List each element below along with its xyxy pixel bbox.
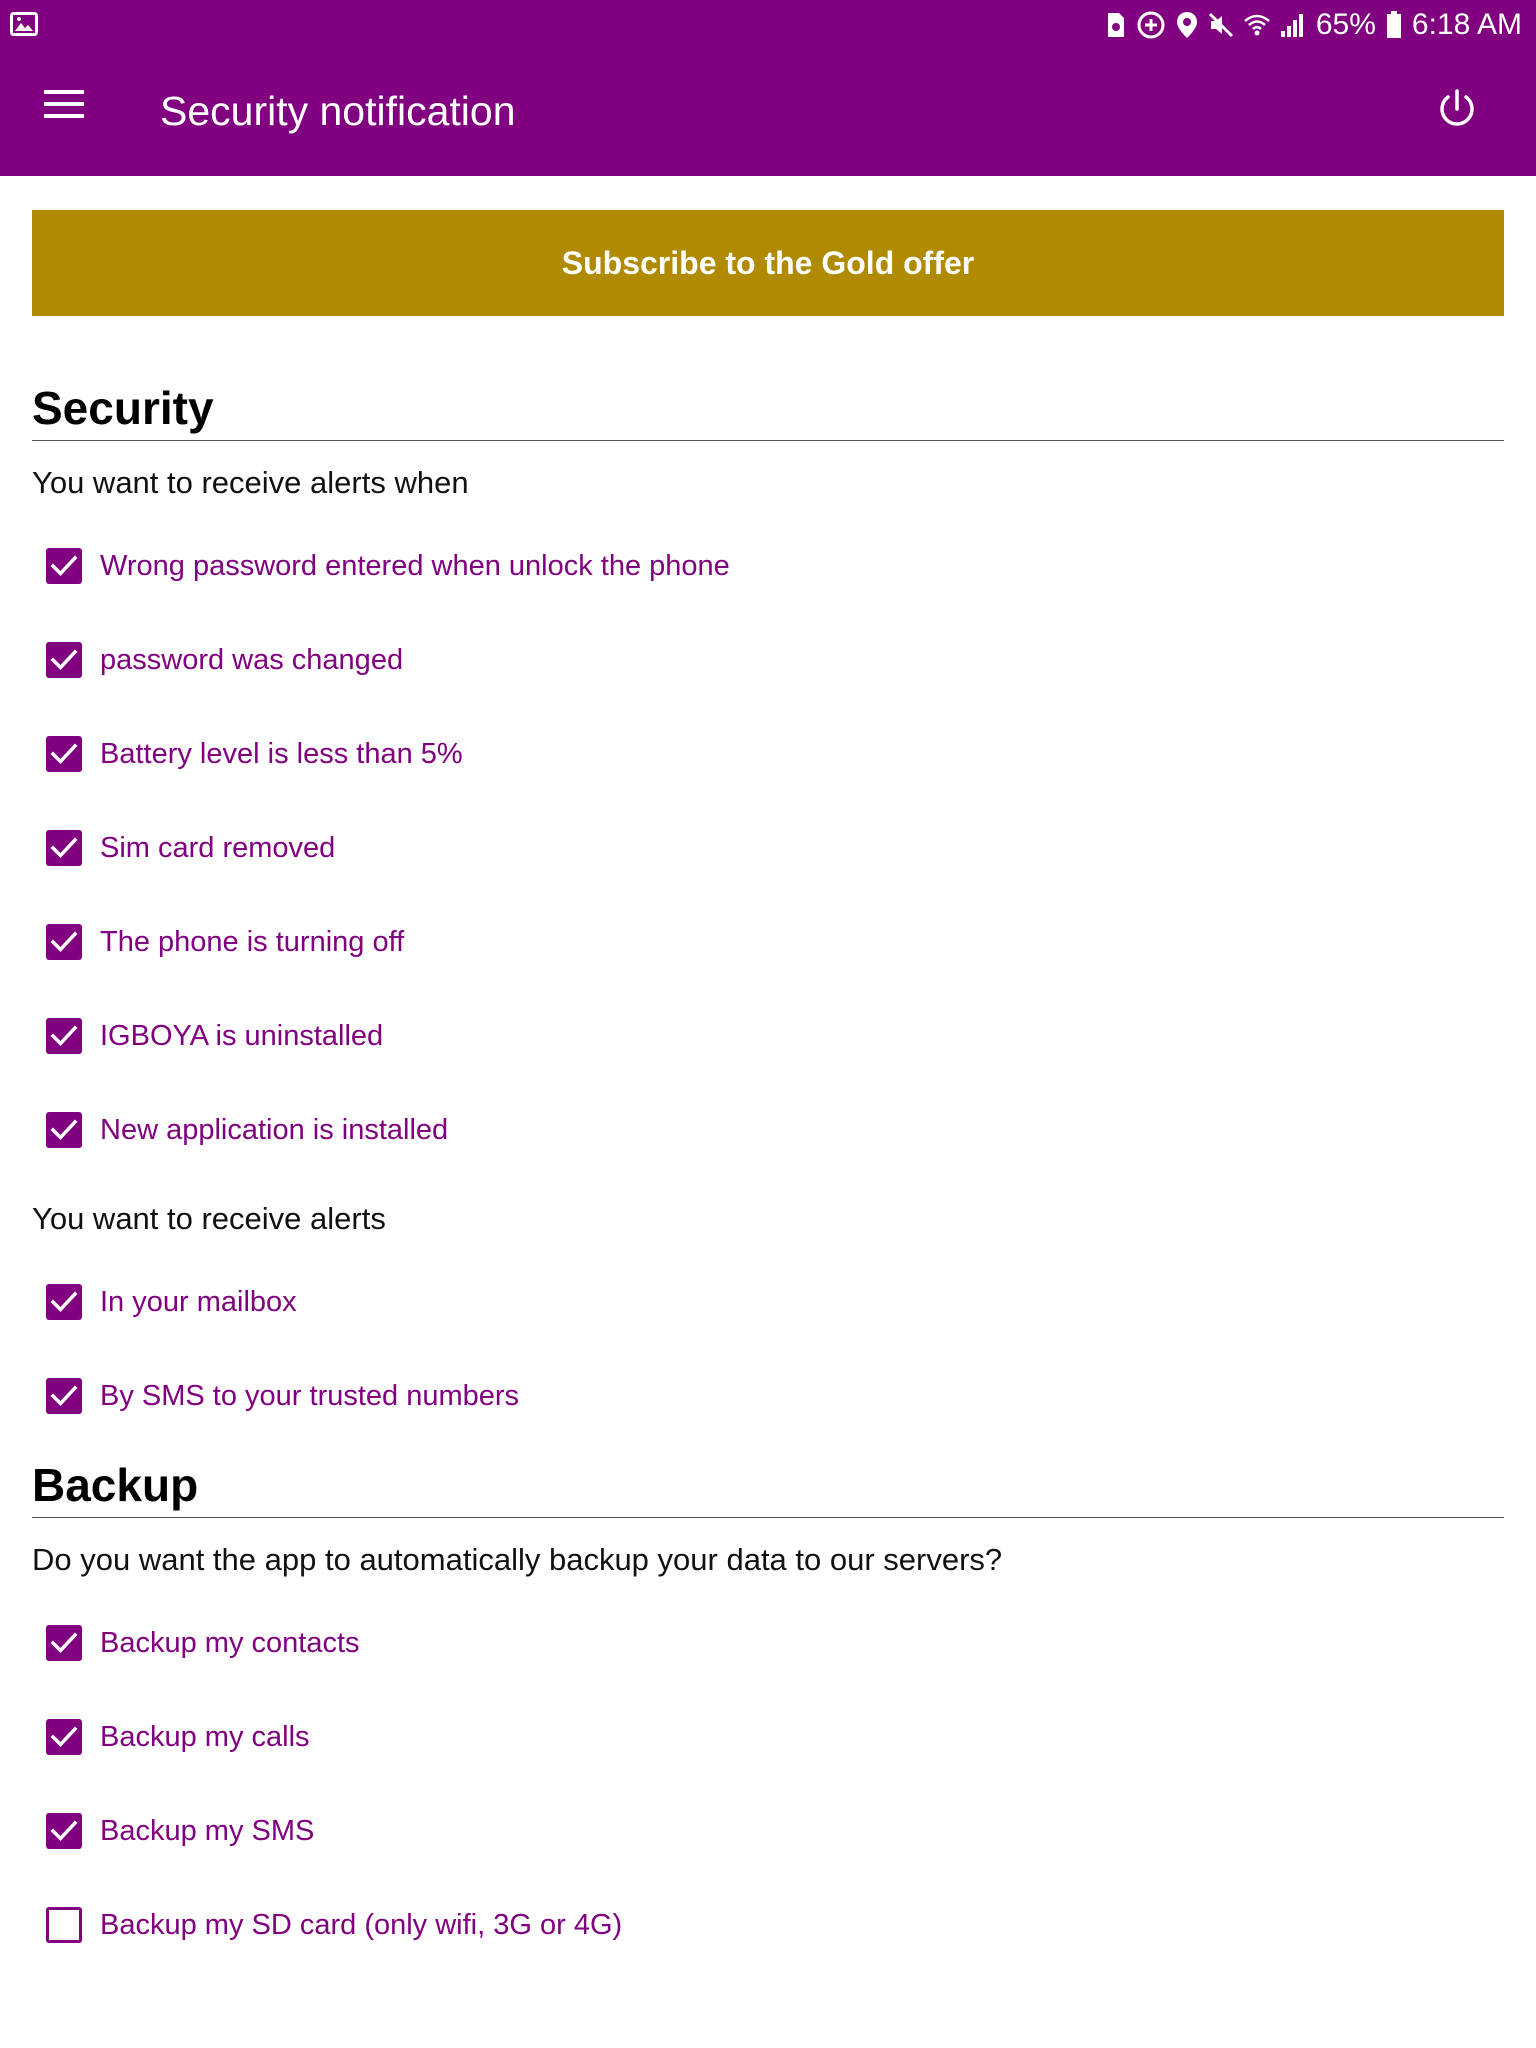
signal-icon bbox=[1280, 12, 1306, 38]
checkbox-label: Backup my SD card (only wifi, 3G or 4G) bbox=[100, 1908, 623, 1941]
checkbox-checked[interactable] bbox=[46, 830, 82, 866]
backup-section bbox=[32, 1457, 1504, 1972]
checkmark-icon bbox=[50, 649, 78, 671]
checkbox-label: In your mailbox bbox=[100, 1285, 297, 1318]
checkmark-icon bbox=[50, 743, 78, 765]
battery-percent: 65% bbox=[1315, 8, 1376, 41]
checkbox-row[interactable] bbox=[32, 707, 1504, 801]
checkbox-checked[interactable] bbox=[46, 1018, 82, 1054]
checkbox-checked[interactable] bbox=[46, 1284, 82, 1320]
checkbox-unchecked[interactable] bbox=[46, 1907, 82, 1943]
subscribe-gold-button[interactable]: Subscribe to the Gold offer bbox=[32, 210, 1504, 316]
checkmark-icon bbox=[50, 931, 78, 953]
checkmark-icon bbox=[50, 1820, 78, 1842]
checkbox-row[interactable] bbox=[32, 1255, 1504, 1349]
checkbox-checked[interactable] bbox=[46, 548, 82, 584]
location-icon bbox=[1176, 11, 1198, 39]
checkmark-icon bbox=[50, 1726, 78, 1748]
power-icon[interactable] bbox=[1436, 88, 1486, 138]
checkbox-checked[interactable] bbox=[46, 924, 82, 960]
checkbox-row[interactable] bbox=[32, 1784, 1504, 1878]
checkbox-label: Backup my SMS bbox=[100, 1814, 315, 1847]
checkbox-row[interactable] bbox=[32, 1596, 1504, 1690]
alerts-when-list bbox=[32, 519, 1504, 1177]
checkbox-label: Sim card removed bbox=[100, 831, 336, 864]
checkbox-label: New application is installed bbox=[100, 1113, 449, 1146]
app-bar bbox=[0, 50, 1536, 176]
checkmark-icon bbox=[50, 1119, 78, 1141]
checkmark-icon bbox=[50, 1385, 78, 1407]
checkbox-row[interactable] bbox=[32, 519, 1504, 613]
checkbox-row[interactable] bbox=[32, 801, 1504, 895]
checkbox-label: By SMS to your trusted numbers bbox=[100, 1379, 520, 1412]
checkmark-icon bbox=[50, 1291, 78, 1313]
checkbox-checked[interactable] bbox=[46, 1719, 82, 1755]
mute-icon bbox=[1208, 12, 1234, 38]
status-bar bbox=[0, 0, 1536, 50]
alerts-list bbox=[32, 1255, 1504, 1443]
checkbox-checked[interactable] bbox=[46, 1625, 82, 1661]
checkbox-label: Backup my contacts bbox=[100, 1626, 360, 1659]
checkbox-row[interactable] bbox=[32, 1690, 1504, 1784]
checkbox-checked[interactable] bbox=[46, 736, 82, 772]
battery-icon bbox=[1386, 11, 1402, 39]
checkbox-label: The phone is turning off bbox=[100, 925, 405, 958]
status-icons bbox=[1106, 0, 1522, 50]
settings-content bbox=[32, 380, 1504, 1972]
backup-section-title: Backup bbox=[32, 1457, 1504, 1518]
alerts-prompt: You want to receive alerts bbox=[32, 1201, 386, 1236]
security-section-title: Security bbox=[32, 380, 1504, 441]
checkbox-row[interactable] bbox=[32, 1083, 1504, 1177]
checkbox-checked[interactable] bbox=[46, 1378, 82, 1414]
checkmark-icon bbox=[50, 1025, 78, 1047]
checkmark-icon bbox=[50, 837, 78, 859]
checkbox-row[interactable] bbox=[32, 1878, 1504, 1972]
data-saver-icon bbox=[1136, 10, 1166, 40]
checkbox-checked[interactable] bbox=[46, 1112, 82, 1148]
wifi-icon bbox=[1244, 12, 1270, 38]
status-time: 6:18 AM bbox=[1411, 8, 1522, 41]
checkbox-row[interactable] bbox=[32, 989, 1504, 1083]
checkmark-icon bbox=[50, 555, 78, 577]
checkbox-row[interactable] bbox=[32, 895, 1504, 989]
checkbox-label: IGBOYA is uninstalled bbox=[100, 1019, 384, 1052]
checkbox-row[interactable] bbox=[32, 1349, 1504, 1443]
checkmark-icon bbox=[50, 1632, 78, 1654]
checkbox-checked[interactable] bbox=[46, 1813, 82, 1849]
backup-list bbox=[32, 1596, 1504, 1972]
sim-icon bbox=[1106, 12, 1126, 38]
checkbox-label: password was changed bbox=[100, 643, 404, 676]
checkbox-label: Backup my calls bbox=[100, 1720, 310, 1753]
page-title: Security notification bbox=[160, 88, 516, 134]
checkbox-label: Wrong password entered when unlock the phone bbox=[100, 549, 730, 582]
alerts-when-prompt: You want to receive alerts when bbox=[32, 465, 469, 500]
backup-prompt: Do you want the app to automatically backup your data to our servers? bbox=[32, 1542, 1003, 1577]
checkbox-row[interactable] bbox=[32, 613, 1504, 707]
hamburger-menu-icon[interactable] bbox=[44, 90, 100, 136]
checkbox-checked[interactable] bbox=[46, 642, 82, 678]
gallery-icon bbox=[10, 12, 38, 36]
checkbox-label: Battery level is less than 5% bbox=[100, 737, 463, 770]
